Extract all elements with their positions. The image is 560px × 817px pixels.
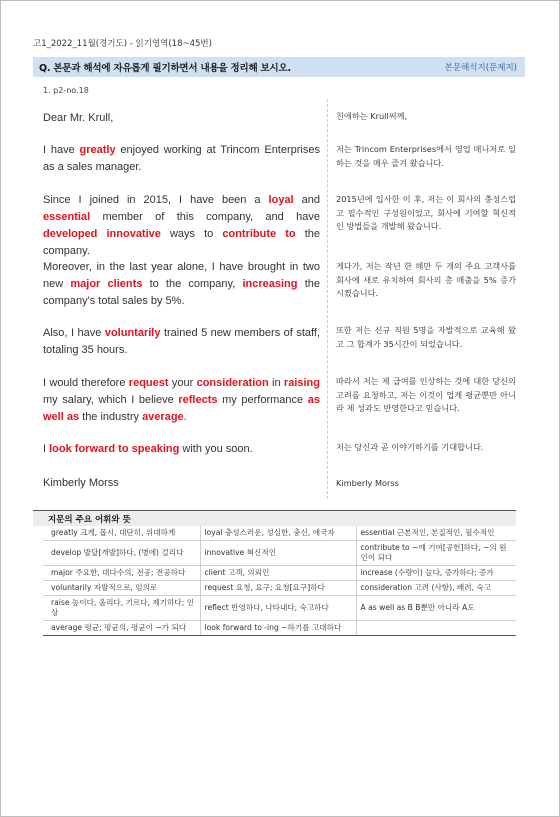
passage-reference: 1. p2-no.18 xyxy=(43,86,89,95)
korean-translation: 게다가, 저는 작년 한 해만 두 개의 주요 고객사를 회사에 새로 유치하여 회사의 총 매출을 5% 증가시켰습니다. xyxy=(336,261,516,298)
vocab-cell xyxy=(356,621,516,636)
english-paragraph xyxy=(43,375,320,426)
vocab-cell: raise 높이다, 올리다, 기르다, 제기하다; 인상 xyxy=(43,596,200,621)
vocab-section-title: 지문의 주요 어휘와 뜻 xyxy=(33,510,516,526)
text-run: the company. xyxy=(43,228,320,257)
highlighted-phrase: loyal xyxy=(268,194,294,206)
vocab-row xyxy=(43,541,516,566)
highlighted-phrase: average xyxy=(142,411,184,423)
english-paragraph xyxy=(43,441,320,458)
english-paragraph xyxy=(43,142,320,176)
text-run: Kimberly Morss xyxy=(43,477,119,489)
korean-translation: 따라서 저는 제 급여를 인상하는 것에 대한 당신의 고려를 요청하고, 저는 이것이 업계 평균뿐만 아니라 제 성과도 반영한다고 믿습니다. xyxy=(336,376,516,413)
text-run: ways to xyxy=(160,228,223,240)
korean-translation: 2015년에 입사한 이 후, 저는 이 회사의 충성스럽고 필수적인 구성원이었고, 회사에 기여할 혁신적인 방법들을 개발해 왔습니다. xyxy=(336,194,516,231)
vocab-row xyxy=(43,566,516,581)
vocab-cell: innovative 혁신적인 xyxy=(200,541,356,566)
english-paragraph xyxy=(43,325,320,359)
highlighted-phrase: increasing xyxy=(242,278,298,290)
vocab-cell: contribute to ~에 기여[공헌]하다, ~의 원인이 되다 xyxy=(356,541,516,566)
highlighted-phrase: request xyxy=(128,377,169,389)
korean-translation: 또한 저는 신규 직원 5명을 자발적으로 교육해 왔고 그 합계가 35시간이 되었습니다. xyxy=(336,325,516,349)
vocab-cell: A as well as B B뿐만 아니라 A도 xyxy=(356,596,516,621)
vocab-row xyxy=(43,596,516,621)
vocab-cell: greatly 크게, 몹시, 대단히, 위대하게 xyxy=(43,526,200,541)
text-run: my performance xyxy=(217,394,308,406)
text-run: Dear Mr. Krull, xyxy=(43,112,114,124)
text-run: member of this company, and have xyxy=(90,211,320,223)
korean-translation: 친애하는 Krull씨께, xyxy=(336,111,408,121)
korean-translation: 저는 당신과 곧 이야기하기를 기대합니다. xyxy=(336,442,484,452)
highlighted-phrase: greatly xyxy=(79,144,116,156)
english-paragraph xyxy=(43,192,320,260)
text-run: your xyxy=(168,377,197,389)
highlighted-phrase: major clients xyxy=(70,278,143,290)
text-run: in xyxy=(268,377,284,389)
document-header: 고1_2022_11월(경기도) - 읽기영역(18~45번) xyxy=(33,39,212,49)
highlighted-phrase: consideration xyxy=(196,377,269,389)
vocab-cell: consideration 고려 (사항), 배려, 숙고 xyxy=(356,581,516,596)
text-run: with you soon. xyxy=(179,443,253,455)
highlighted-phrase: as well as xyxy=(43,394,320,423)
text-run: trained 5 new members of staff, totaling 35 hours. xyxy=(43,327,320,356)
vocab-row xyxy=(43,581,516,596)
highlighted-phrase: reflects xyxy=(178,394,218,406)
vocab-cell: look forward to -ing ~하기를 고대하다 xyxy=(200,621,356,636)
vocab-cell: reflect 반영하다, 나타내다, 숙고하다 xyxy=(200,596,356,621)
text-run: Also, I have xyxy=(43,327,105,339)
highlighted-phrase: look forward to speaking xyxy=(49,443,180,455)
english-paragraph xyxy=(43,475,320,492)
text-run: the industry xyxy=(79,411,143,423)
vocab-cell: increase (수량이) 늘다, 증가하다; 증가 xyxy=(356,566,516,581)
english-paragraph xyxy=(43,110,320,127)
text-run: Moreover, in the last year alone, I have brought in two new xyxy=(43,261,320,290)
question-text: Q. 본문과 해석에 자유롭게 필기하면서 내용을 정리해 보시오. xyxy=(39,63,291,74)
vocab-row xyxy=(43,526,516,541)
highlighted-phrase: developed innovative xyxy=(43,228,161,240)
vocab-cell: major 주요한, 대다수의, 전공; 전공하다 xyxy=(43,566,200,581)
vocab-table xyxy=(43,526,516,636)
text-run: the company's total sales by 5%. xyxy=(43,278,320,307)
text-run: I have xyxy=(43,144,80,156)
text-run: . xyxy=(183,411,187,423)
answer-sheet-link[interactable]: 본문해석지(문제지) xyxy=(444,63,517,73)
text-run: to the company, xyxy=(142,278,243,290)
english-paragraph xyxy=(43,259,320,310)
vocab-cell: client 고객, 의뢰인 xyxy=(200,566,356,581)
vocab-row xyxy=(43,621,516,636)
highlighted-phrase: contribute to xyxy=(222,228,296,240)
highlighted-phrase: essential xyxy=(43,211,91,223)
text-run: and xyxy=(293,194,320,206)
text-run: I xyxy=(43,443,50,455)
column-divider xyxy=(327,99,328,499)
korean-translation: Kimberly Morss xyxy=(336,478,399,488)
highlighted-phrase: raising xyxy=(283,377,320,389)
korean-translation: 저는 Trincom Enterprises에서 영업 매니저로 일하는 것을 매우 즐겨 왔습니다. xyxy=(336,144,516,168)
text-run: enjoyed working at Trincom Enterprises as a sales manager. xyxy=(43,144,320,173)
vocab-cell: request 요청, 요구; 요청[요구]하다 xyxy=(200,581,356,596)
text-run: Since I joined in 2015, I have been a xyxy=(43,194,269,206)
question-bar xyxy=(33,57,525,77)
vocab-cell: average 평균; 평균의, 평균이 ~가 되다 xyxy=(43,621,200,636)
text-run: I would therefore xyxy=(43,377,129,389)
vocab-cell: loyal 충성스러운, 성실한, 충신, 애국자 xyxy=(200,526,356,541)
vocab-cell: voluntarily 자발적으로, 임의로 xyxy=(43,581,200,596)
vocab-cell: essential 근본적인, 본질적인, 필수적인 xyxy=(356,526,516,541)
highlighted-phrase: voluntarily xyxy=(104,327,161,339)
vocab-cell: develop 발달[개발]하다, (병에) 걸리다 xyxy=(43,541,200,566)
text-run: my salary, which I believe xyxy=(43,394,179,406)
